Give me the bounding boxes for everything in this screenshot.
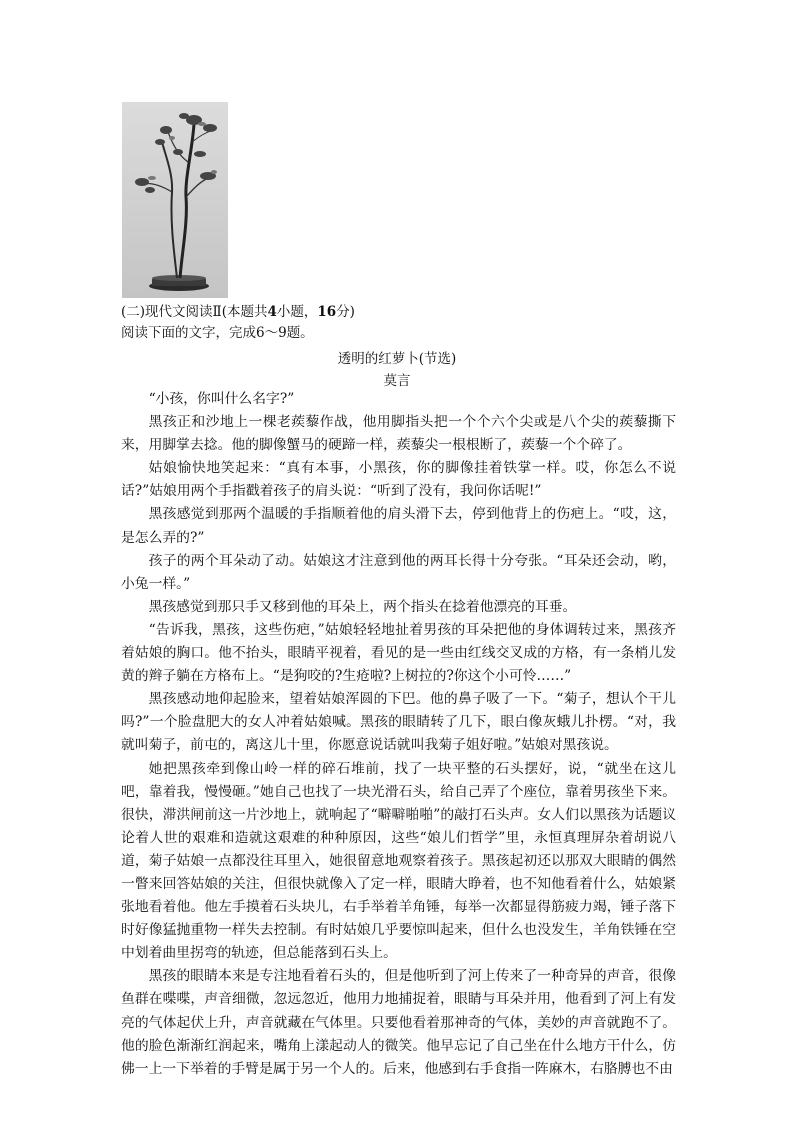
paragraph: 黑孩的眼睛本来是专注地看着石头的，但是他听到了河上传来了一种奇异的声音，很像鱼群在喋喋，声音细微，忽远忽近，他用力地捕捉着，眼睛与耳朵并用，他看到了河上有发亮的气体起伏上升，声音就藏在气体里。只要他看着那神奇的气体，美妙的声音就跑不了。他的脸色渐渐红润起来，嘴角上漾起动人的微笑。他早忘记了自己坐在什么地方干什么，仿佛一上一下举着的手臂是属于另一个人的。后来，他感到右手食指一阵麻木，右胳膊也不由	[121, 968, 676, 1077]
instruction-prefix: 阅读下面的文字，完成	[121, 325, 256, 341]
paragraph: “告诉我，黑孩，这些伤疤，”姑娘轻轻地扯着男孩的耳朵把他的身体调转过来，黑孩齐着姑娘的胸口。他不抬头，眼睛平视着，看见的是一些由红线交叉成的方格，有一条梢儿发黄的辫子躺在方格布上。“是狗咬的?生疮啦?上树拉的?你这个小可怜……”	[121, 621, 676, 685]
paragraph: 孩子的两个耳朵动了动。姑娘这才注意到他的两耳长得十分夸张。“耳朵还会动，哟，小兔一样。”	[121, 552, 676, 592]
paragraph: 黑孩感觉到那只手又移到他的耳朵上，两个指头在捻着他漂亮的耳垂。	[148, 598, 577, 615]
paragraph: 姑娘愉快地笑起来：“真有本事，小黑孩，你的脚像挂着铁掌一样。哎，你怎么不说话?”姑娘用两个手指戳着孩子的肩头说：“听到了没有，我问你话呢!”	[121, 460, 676, 500]
paragraph: 她把黑孩牵到像山岭一样的碎石堆前，找了一块平整的石头摆好，说，“就坐在这儿吧，靠着我，慢慢砸。”她自己也找了一块光滑石头，给自己弄了个座位，靠着男孩坐下来。很快，滞洪闸前这一片沙地上，就响起了“噼噼啪啪”的敲打石头声。女人们以黑孩为话题议论着人世的艰难和造就这艰难的种种原因，这些“娘儿们哲学”里，永恒真理屏杂着胡说八道，菊子姑娘一点都没往耳里入，她很留意地观察着孩子。黑孩起初还以那双大眼睛的偶然一瞥来回答姑娘的关注，但很快就像入了定一样，眼睛大睁着，也不知他看着什么，姑娘紧张地看着他。他左手摸着石头块儿，右手举着羊角锤，每举一次都显得筋疲力竭，锤子落下时好像猛抛重物一样失去控制。有时姑娘几乎要惊叫起来，但什么也没发生，羊角铁锤在空中划着曲里拐弯的轨迹，但总能落到石头上。	[121, 760, 676, 962]
paragraph: 黑孩感动地仰起脸来，望着姑娘浑圆的下巴。他的鼻子吸了一下。“菊子，想认个干儿吗?”一个脸盘肥大的女人冲着姑娘喊。黑孩的眼睛转了几下，眼白像灰蛾儿扑楞。“对，我就叫菊子，前屯的，离这儿十里，你愿意说话就叫我菊子姐好啦。”姑娘对黑孩说。	[121, 691, 676, 754]
paragraph: 黑孩感觉到那两个温暖的手指顺着他的肩头滑下去，停到他背上的伤疤上。“哎，这，是怎么弄的?”	[121, 506, 676, 546]
score-total: 16	[317, 304, 337, 320]
section-heading	[121, 302, 355, 322]
bonsai-tree-photo	[122, 102, 228, 298]
bonsai-tree-image	[122, 102, 228, 298]
question-count: 4	[267, 304, 277, 320]
paragraph: 黑孩正和沙地上一棵老蒺藜作战，他用脚指头把一个个六个尖或是八个尖的蒺藜撕下来，用脚掌去捻。他的脚像蟹马的硬蹄一样，蒺藜尖一根根断了，蒺藜一个个碎了。	[121, 414, 676, 454]
section-prefix: (二)现代文阅读Ⅱ(本题共	[121, 304, 268, 320]
section-mid: 小题，	[276, 304, 318, 320]
reading-instruction	[121, 323, 314, 343]
section-suffix: 分)	[336, 304, 355, 320]
article-author: 莫言	[383, 373, 411, 389]
article-body	[121, 388, 676, 1081]
article-title: 透明的红萝卜(节选)	[337, 351, 457, 367]
paragraph: “小孩，你叫什么名字?”	[148, 391, 295, 407]
instruction-suffix: 题。	[286, 325, 314, 341]
question-range: 6～9	[256, 325, 287, 341]
